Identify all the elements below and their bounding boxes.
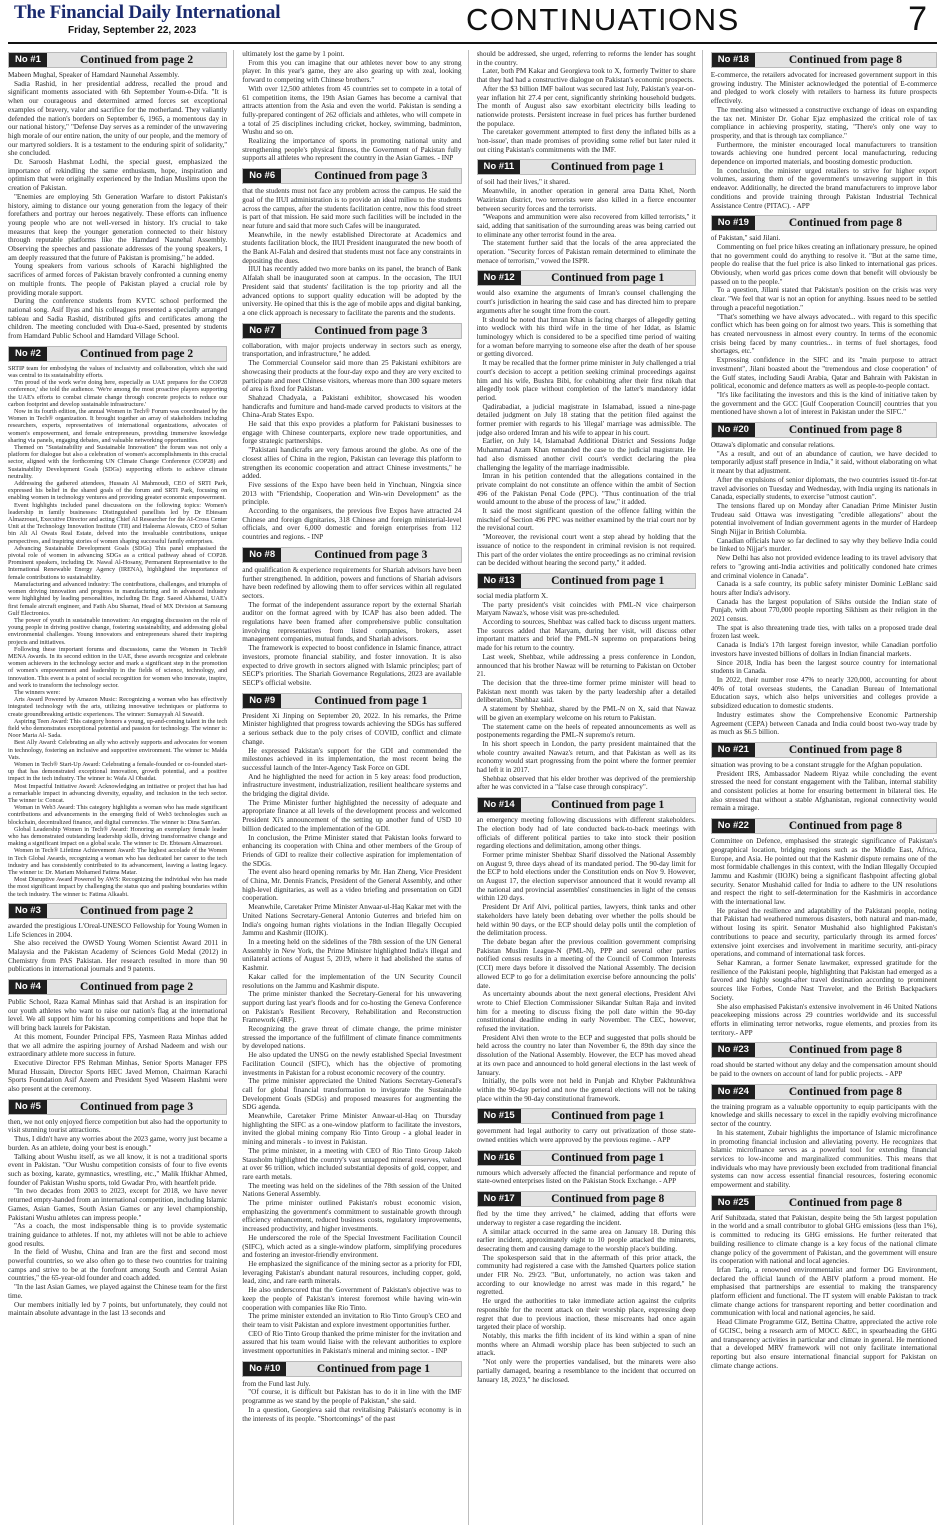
article-paragraph: Most Impactful Initiative Award: Acknowledging an initiative or project that has had a remarkable impact in advancing diversity, equality, and inclusion in the tech sector. The winner is: Concat. — [8, 782, 228, 804]
article-body — [477, 178, 696, 265]
article-paragraph: The framework is expected to boost confidence in Islamic finance, attract investors, promote financial stability, and foster innovation. It is also expected to drive growth in sectors aligned with Islamic principles; part of SECP's priorities. The Shariah Governance Regulations, 2023 are available SECP's official website. — [242, 644, 462, 687]
article-paragraph: Women in Tech® Start-Up Award: Celebrating a female-founded or co-founded start-up that has demonstrated exceptional innovation, growth potential, and a positive impact in the tech industry. The winner is: Wafa Al Obaidat. — [8, 760, 228, 783]
article-paragraph: Event highlights included panel discussions on the following topics: Women's leadership in family businesses: Distinguished panellists led by Dr Ebtesam Almazrouei, Executive Director and acting Chief AI Researcher for the AI-Cross Center Unit at the Technology Innovation Institute (TII) and Haleema Alowais, CEO of Sultan bin Ali Al Owais Real Estate, delved into the invaluable contributions, unique perspectives, and inspiring stories of women shaping successful family enterprises. — [8, 501, 228, 545]
article-paragraph: A statement by Shehbaz, shared by the PML-N on X, said that Nawaz will be given an exemplary welcome on his return to Pakistan. — [476, 705, 696, 722]
article-paragraph: He underscored the role of the Special Investment Facilitation Council (SIFC), which acted as a single-window platform, simplifying procedures and fostering an investor-friendly environment. — [242, 1233, 462, 1260]
article-paragraph: Themed on "Sustainability and Sustainable Innovation" the forum was not only a platform for dialogue but also a celebration of women's accomplishments in this crucial sector, aligned with the forthcoming UN Climate Change Conference (COP28) and Sustainability Development Goals (SDGs) supporting efforts to achieve climate neutrality. — [8, 444, 228, 480]
article-paragraph: of soil had their lives," it shared. — [476, 178, 571, 187]
article-paragraph: According to sources, Shehbaz was called back to discuss urgent matters. The sources added that Maryam, during her visit, will discuss other important matters and brief the PML-N supremo on preparations being made for his return to the country. — [476, 618, 696, 653]
article-paragraph: To a question, Jillani stated that Pakistan's position on the crisis was very clear. "We feel that war is not an option for anything. Issues need to be settled through a peaceful negotiation." — [710, 286, 937, 312]
article-header — [711, 742, 937, 758]
article-paragraph: from the Fund last July. — [242, 1379, 311, 1388]
article-paragraph: President Dr Arif Alvi, political parties, lawyers, think tanks and other stakeholders have lately been debating over whether the polls should be held within 90 days, or the ECP should delay polls until the completion of the delimitation process. — [476, 903, 696, 938]
article-paragraph: In his statement, Zubair highlights the importance of Islamic microfinance in promoting financial inclusion and alleviating poverty. He recognizes that Islamic microfinance serves as a powerful tool for extending financial services to low-income and marginalized communities. This means that individuals who may have previously been excluded from traditional financial systems can now access essential financial resources, fostering economic empowerment and stability. — [710, 1128, 937, 1190]
article-header — [477, 797, 696, 813]
article-paragraph: "In the last Asian Games, we played against the Chinese team for the first time. — [8, 1283, 228, 1300]
article-paragraph: Kakar called for the implementation of the UN Security Council resolutions on the Jammu and Kashmir dispute. — [242, 972, 462, 990]
article-header — [477, 1191, 696, 1207]
article-body — [711, 1214, 937, 1371]
article-paragraph: A similar attack occurred in the same area on January 18. During this earlier incident, approximately eight to 10 people attacked the minarets, desecrating them and causing damage to the worship place's building. — [476, 1227, 696, 1253]
article-paragraph: Arts Award Powered by Amazon Music: Recognizing a woman who has effectively integrated technology with the arts, utilizing innovative techniques or platforms to create groundbreaking artistic experiences. The winner: Sumayyah Al Suwaidi. — [8, 696, 228, 718]
article-paragraph: Irfan Tariq, a renowned environmentalist and former DG Environment, declared the official launch of the ABIV platform a proud moment. He emphasised that partnerships are essential to making the transparency platform efficient and functional. The IT system will enable Pakistan to track climate change actions for transparent reporting and better coordination and communication with local and national agencies, he said. — [710, 1265, 937, 1318]
continuation-article — [242, 323, 461, 542]
article-paragraph: The Prime Minister further highlighted the necessity of adequate and appropriate finance at all levels of the development process and welcomed President Xi's announcement of the setting up another fund of USD 10 billion dedicated to the implementation of the GDI. — [242, 798, 462, 833]
article-number-badge: No #13 — [478, 574, 521, 588]
article-paragraph: Young speakers from various schools of Karachi highlighted the sacrifices of armed forces of Pakistan bravely confronted a cunning enemy on multiple fronts. The people of Pakistan played a crucial role by providing morale support. — [8, 262, 228, 297]
continuation-article — [8, 1099, 227, 1318]
article-paragraph: social media platform X. — [476, 591, 548, 600]
article-paragraph: the training program as a valuable opportunity to equip participants with the knowledge and skills necessary to excel in the rapidly evolving microfinance sector of the country. — [710, 1102, 937, 1129]
article-header — [477, 573, 696, 589]
article-paragraph: Woman in Web3 Award: This category highlights a woman who has made significant contributions and advancements in the emerging field of Web3 technologies such as blockchain, decentralized finance, and digital currencies. The winner is: Dina Sam'an. — [8, 804, 228, 826]
article-header — [711, 818, 937, 834]
article-paragraph: awarded the prestigious L'Oreal-UNESCO Fellowship for Young Women in Life Sciences in 2004. — [8, 921, 228, 939]
article-number-badge: No #1 — [9, 53, 47, 67]
article-paragraph: Industry estimates show the Comprehensive Economic Partnership Agreement (CEPA) between Canada and India could boost two-way trade by as much as $6.5 billion. — [710, 710, 937, 737]
article-paragraph: Shehbaz observed that his elder brother was deprived of the premiership after he was convicted in a "false case through conspiracy". — [476, 774, 696, 792]
article-paragraph: Notably, this marks the fifth incident of its kind within a span of nine months where an Ahmadi worship place has been subjected to such an attack. — [476, 1332, 696, 1358]
article-paragraph: Global Leadership Women in Tech® Award: Honoring an exemplary female leader who has demonstrated outstanding leadership skills, driving transformative change and making a significant impact on a global scale. The winner is: Dr. Ebtesam Almazrouei. — [8, 825, 228, 848]
article-paragraph: After the $3 billion IMF bailout was secured last July, Pakistan's year-on-year inflation hit 27.4 per cent, significantly shrinking household budgets. The month of August also saw exorbitant electricity bills leading to nationwide protests. Persistent increase in fuel prices has further burdened the populace. — [476, 84, 696, 128]
article-paragraph: E-commerce, the retailers advocated for increased government support in this growing industry. The Minister acknowledged the potential of E-commerce and pledged to work closely with retailers to harness its future prospects effectively. — [710, 71, 937, 106]
article-paragraph: "As a result, and out of an abundance of caution, we have decided to temporarily adjust staff presence in India," it said, without elaborating on what it meant by that adjustment. — [710, 449, 937, 476]
continuation-article — [711, 52, 937, 210]
article-paragraph: The prime minister appreciated the United Nations Secretary-General's call for global financial transformation to invigorate the Sustainable Development Goals (SDGs) and proposed measures for augmenting the SDG agenda. — [242, 1077, 462, 1112]
article-body — [477, 289, 696, 568]
article-number-badge: No #12 — [478, 271, 521, 285]
article-paragraph: should be addressed, she urged, referring to reforms the lender has sought in the country. — [476, 50, 696, 67]
article-continuation-title: Continued from page 1 — [551, 799, 665, 812]
article-paragraph: Initially, the polls were not held in Punjab and Khyber Pakhtunkhwa within the 90-day period and now the general elections will not be taking place within the 90-day constitutional framework. — [476, 1077, 696, 1103]
continuation-article — [8, 979, 227, 1094]
article-continuation-title: Continued from page 8 — [788, 217, 903, 230]
article-paragraph: Women in Tech® Lifetime Achievement Award: The highest accolade of the Women in Tech Global Awards, recognizing a woman who has dedicated her career to the tech industry and has consistently contributed to its advancement, leaving a lasting legacy. The winner is: Dr. Mariam Mohamed Fatima Matar. — [8, 847, 228, 877]
article-paragraph: Addressing the gathered attendees, Hussain Al Mahmoudi, CEO of SRTI Park, expressed his belief in the shared goals of the forum and SRTI Park, focusing on enabling women in technology ventures and providing greater economic empowerment. — [8, 480, 228, 502]
article-continuation-title: Continued from page 3 — [79, 1100, 194, 1113]
issue-date: Friday, September 22, 2023 — [68, 25, 197, 36]
article-header — [8, 346, 227, 362]
columns-area — [8, 50, 937, 1525]
article-paragraph: In a question, Georgieva said that revitalising Pakistan's economy is in the interests of its people. "Shortcomings" of the past — [242, 1405, 462, 1423]
article-paragraph: Meanwhile, Caretaker Prime Minister Anwaar-ul-Haq on Thursday highlighting the SIFC as a one-window platform to facilitate the investors, invited the global mining company Rio Tinto Group - a global leader in mining and minerals - to invest in Pakistan. — [242, 1112, 462, 1147]
article-body — [242, 50, 461, 163]
article-number-badge: No #22 — [712, 819, 755, 833]
article-paragraph: Later, both PM Kakar and Georgieva took to X, formerly Twitter to share that they had had a constructive dialogue on Pakistan's economic prospects. — [476, 67, 696, 85]
article-paragraph: Qadirabadiat, a judicial magistrate in Islamabad, issued a nine-page detailed judgment on July 18 stating that the petition filed against the former premier with regards to his 'illegal' marriage was admissible. The judge also ordered Imran and his wife to appear in his court. — [476, 402, 696, 437]
article-paragraph: Manufacturing and advanced industry: The contributions, challenges, and triumphs of women driving innovation and progress in manufacturing and in advanced industry were highlighted by leading personalities, including Dr. Engr. Saeed Alshamsi, UAE's first female aircraft engineer, and Fatih Abu Shamat, Head of MX Division at Samsung Gulf Electronics. — [8, 580, 228, 617]
continuation-article — [477, 573, 696, 792]
article-paragraph: that the students must not face any problem across the campus. He said the goal of the IIUI administration is to provide an ideal milieu to the students across the campus, after the students facilitation centre, now this food street is part of that mission. He said more such facilities will be included in the near future and said that more such Cafes will be inaugurated. — [242, 187, 462, 230]
article-paragraph: The statement came on the heels of repeated announcements as well as postponements regarding the PML-N supremo's return. — [476, 722, 696, 740]
article-paragraph: He urged the authorities to take immediate action against the culprits responsible for the recent attack on their worship place, expressing deep regret that due to previous inaction, these miscreants had once again targeted their place of worship. — [476, 1297, 696, 1332]
article-paragraph: "It's like facilitating the investors and this is the kind of initiative taken by the government and the GCC [Gulf Cooperation Council] countries that you mentioned have shown a lot of interest in Pakistan under the SIFC." — [710, 390, 937, 417]
article-paragraph: "That's something we have always advocated... with regard to this specific conflict which has been going on for almost two years. This is something that has created nervousness in almost every country. In terms of the economic crisis being faced by many countries... in terms of fuel shortages, food shortages, etc." — [710, 312, 937, 356]
article-paragraph: then, we not only enjoyed fierce competition but also had the opportunity to visit stunning tourist attractions. — [8, 1117, 228, 1135]
continuation-article — [477, 1191, 696, 1384]
continuation-article — [711, 818, 937, 1037]
article-body — [711, 1103, 937, 1190]
article-paragraph: Now in its fourth edition, the annual Women in Tech® Forum was coordinated by the Women in Tech® organization. It brought together an array of stakeholders including researchers, experts, representatives of international organizations, advocates of women's empowerment, and female entrepreneurs, providing immersive knowledge sharing via panels, engaging debates, and valuable networking opportunities. — [8, 408, 228, 444]
article-body — [477, 50, 696, 154]
continuation-article — [242, 693, 461, 1356]
article-number-badge: No #3 — [9, 904, 47, 918]
article-continuation-title: Continued from page 3 — [314, 170, 428, 183]
continuation-article — [711, 215, 937, 417]
article-paragraph: Since 2018, India has been the largest source country for international students in Canada. — [710, 658, 937, 676]
article-number-badge: No #25 — [712, 1196, 755, 1210]
article-number-badge: No #19 — [712, 216, 755, 230]
article-body — [8, 998, 227, 1094]
article-paragraph: In the field of Wushu, China and Iran are the first and second most powerful countries, so we also often go to these two countries for training camps and strive to be at the forefront among South and Central Asian countries," the 65-year-old founder and coach added. — [8, 1248, 228, 1283]
page-number: 7 — [908, 0, 927, 38]
article-number-badge: No #16 — [478, 1151, 521, 1165]
article-paragraph: Talking about Wushu itself, as we all know, it is not a traditional sports event in Pakistan. "Our Wushu competition consists of four to five events such as boxing, karate, gymnastics, wrestling, etc.," Malik Iftikhar Ahmed, founder of Pakistan Wushu sports, told Gwadar Pro, with heartfelt pride. — [8, 1152, 228, 1187]
article-body — [242, 712, 461, 1356]
article-paragraph: Meanwhile, Caretaker Prime Minister Anwaar-ul-Haq Kakar met with the United Nations Secretary-General Antonio Guterres and briefed him on India's ongoing human rights violations in the Indian Illegally Occupied Jammu and Kashmir (IIOJK). — [242, 903, 462, 938]
article-paragraph: Meanwhile, in the newly established Directorate at Academics and students facilitation block, the IIUI President inaugurated the new booth of the Bank Al-Falah and desired that students must not face any constraints in depositing the dues. — [242, 230, 462, 265]
news-column-2 — [242, 50, 468, 1525]
article-paragraph: Dr. Saroosh Hashmat Lodhi, the special guest, emphasized the importance of rekindling the same enthusiasm, hope, inspiration and optimism that were originally experienced by the Indian Muslims upon the creation of Pakistan. — [8, 158, 228, 193]
article-body — [711, 837, 937, 1037]
article-continuation-title: Continued from page 1 — [551, 1110, 665, 1123]
article-paragraph: The party president's visit coincides with PML-N vice chairperson Maryam Nawaz's, whose visit was pre-scheduled. — [476, 600, 696, 618]
article-paragraph: fled by the time they arrived," he claimed, adding that efforts were underway to register a case regarding the incident. — [476, 1210, 696, 1227]
article-paragraph: "As a coach, the most indispensable thing is to provide systematic training guidance to athletes. If not, my athletes will not be able to achieve good results. — [8, 1222, 228, 1248]
article-body — [711, 761, 937, 813]
article-number-badge: No #5 — [9, 1100, 47, 1114]
continuation-article — [242, 547, 461, 688]
article-paragraph: The tensions flared up on Monday after Canadian Prime Minister Justin Trudeau said Ottawa was investigating "credible allegations" about the potential involvement of Indian government agents in the murder of Hardeep Singh Nijjar in British Columbia. — [710, 501, 937, 537]
continuation-article — [711, 422, 937, 737]
article-body — [8, 71, 227, 341]
article-number-badge: No #11 — [478, 160, 521, 174]
article-number-badge: No #4 — [9, 980, 47, 994]
article-header — [242, 547, 461, 563]
article-continuation-title: Continued from page 1 — [550, 161, 665, 174]
article-paragraph: The meeting also witnessed a constructive exchange of ideas on expanding the tax net. Minister Dr. Gohar Ejaz emphasized the critical role of tax compliance in achieving prosperity, stating, "There's only one way to prosperity, and that is through tax compliance." — [710, 105, 937, 140]
article-number-badge: No #7 — [243, 324, 281, 338]
article-paragraph: He also underscored that the Government of Pakistan's objective was to keep the people of Pakistan's interest foremost while having win-win cooperation with companies like Rio Tinto. — [242, 1286, 462, 1312]
continuation-article — [242, 50, 461, 163]
article-paragraph: In his short speech in London, the party president maintained that the whole country awaited Nawaz's return, and that Pakistan as well as its economy would start progressing from the point where the former premier had left it in 2017. — [476, 739, 696, 775]
article-paragraph: road should be started without any delay and the compensation amount should be paid to the owners on account of land for public projects. - APP — [710, 1061, 937, 1079]
article-paragraph: The decision that the three-time former prime minister will head to Pakistan next month was taken by the party leadership after a detailed deliberation, Shehbaz said. — [476, 679, 696, 705]
article-paragraph: He emphasized the significance of the mining sector as a priority for FDI, leveraging Pakistan's abundant natural resources, including copper, gold, lead, zinc, and rare earth minerals. — [242, 1260, 462, 1286]
article-paragraph: In conclusion, the Prime Minister stated that Pakistan looks forward to enhancing its cooperation with China and other members of the Group of Friends of GDI to realize their collective aspiration for implementation of the SDGs. — [242, 833, 462, 868]
article-body — [711, 234, 937, 417]
article-paragraph: The statement further said that the locals of the area appreciated the operation. "Security forces of Pakistan remain determined to eliminate the menace of terrorism," vowed the ISPR. — [476, 239, 696, 265]
article-paragraph: Former prime minister Shehbaz Sharif dissolved the National Assembly on August 9, three days ahead of its mandated period. The 90-day limit for the ECP to hold elections under the Constitution ends on Nov 9. However, on August 17, the election supervisor announced that it would revamp all the national and provincial assemblies' constituencies in light of the census within 120 days. — [476, 850, 696, 903]
article-body — [711, 441, 937, 737]
article-paragraph: Best Ally Award: Celebrating an ally who actively supports and advocates for women in technology, fostering an inclusive and supportive environment. The winner is: Malda Vats. — [8, 739, 228, 761]
article-paragraph: The caretaker government attempted to first deny the inflated bills as a 'non-issue', than made promises of providing some relief but later ruled it out citing Pakistan's commitments with the IMF. — [476, 128, 696, 154]
article-paragraph: an emergency meeting following discussions with different stakeholders. The election body had of late conducted back-to-back meetings with officials of different political parties to take into stock their position regarding elections and delimitation, among other things. — [476, 816, 696, 851]
article-header — [8, 979, 227, 995]
article-paragraph: Commenting on fuel price hikes creating an inflationary pressure, he opined that no government could do anything to resolve it. "But at the same time, people do realise that the fuel price is also linked to international gas prices. Obviously, when world gas prices come down that benefit will obviously be passed on to the people." — [710, 242, 937, 286]
article-body — [477, 1127, 696, 1144]
article-paragraph: Aspiring Teen Award: This category honors a young, up-and-coming talent in the tech field who demonstrates exceptional potential and passion for technology. The winner is: Noor Maria Al- Sada. — [8, 717, 228, 740]
article-paragraph: During the conference students from KVTC school performed the national song. Asif Ilyas and his colleagues presented a specially arranged tableau and Sadia Rashid, distributed gifts and certificates among the children. The meeting concluded with Dua-e-Saed, presented by students from Hamdard Public School and Hamdard Village School. — [8, 297, 228, 341]
article-number-badge: No #18 — [712, 53, 755, 67]
article-paragraph: He expressed Pakistan's support for the GDI and commended the milestones achieved in its implementation, the most recent being the successful launch of the Inter-Agency Task Force on GDI. — [242, 746, 462, 772]
article-paragraph: After the expulsions of senior diplomats, the two countries issued tit-for-tat travel advisories on Tuesday and Wednesday, with India urging its nationals in Canada, especially students, to exercise "utmost caution". — [710, 475, 937, 502]
article-paragraph: He praised the resilience and adaptability of the Pakistani people, noting that Pakistan had weathered numerous disasters, both natural and man-made, without losing its spirit. Senator Mushahid also highlighted Pakistan's contributions to peace and security, particularly through its armed forces' extensive joint exercises and involvement in maritime security, anti-piracy operations, and command of international task forces. — [710, 906, 937, 959]
continuation-article — [711, 1084, 937, 1190]
section-title: CONTINUATIONS — [466, 2, 740, 37]
article-paragraph: As uncertainty abounds about the next general elections, President Alvi wrote to Chief Election Commissioner Sikandar Sultan Raja and invited him for a meeting to discuss fixing the poll date within the 90-day constitutional deadline ending in early November. The CEC, however, refused the invitation. — [476, 990, 696, 1034]
article-paragraph: The format of the independent assurance report by the external Shariah auditor on the format agreed with by ICAP has also been added. The regulations have been framed after comprehensive public consultation involving representatives from listed companies, brokers, asset management companies, mutual funds, and Shariah advisors. — [242, 600, 462, 644]
article-paragraph: "Not only were the properties vandalised, but the minarets were also partially damaged, bearing a resemblance to the incident that occurred on January 18, 2023," he disclosed. — [476, 1358, 696, 1384]
article-number-badge: No #21 — [712, 743, 755, 757]
article-paragraph: 'I'm proud of the work we're doing here, especially as UAE prepares for the COP28 conference,' she told the audience. 'We're among the most proactive players supporting the UAE's efforts to combat climate change through concrete projects to reduce our carbon footprint and develop sustainable infrastructure.' — [8, 379, 228, 408]
article-header — [477, 159, 696, 175]
article-body — [477, 1210, 696, 1384]
article-body — [477, 816, 696, 1103]
article-header — [242, 323, 461, 339]
article-paragraph: In conclusion, the minister urged retailers to strive for higher export volumes, assuring them of the government's unwavering support in this endeavor. Additionally, he directed the brand manufacturers to improve labor conditions and provide training through Pakistan Industrial Technical Assistance Centre (PITAC). - APP — [710, 166, 937, 210]
article-header — [711, 52, 937, 68]
article-paragraph: of Pakistan," said Jilani. — [710, 234, 781, 243]
article-paragraph: The spat is also threatening trade ties, with talks on a proposed trade deal frozen last week. — [710, 623, 937, 641]
article-paragraph: Most Disruptive Award Powered by AWS: Recognizing the individual who has made the most significant impact by challenging the status quo and pushing boundaries within the tech industry. The winner is: Fatima Alkaabi. — [8, 876, 228, 898]
article-number-badge: No #10 — [243, 1362, 286, 1376]
news-column-4 — [711, 50, 937, 1525]
article-continuation-title: Continued from page 8 — [788, 1085, 903, 1098]
article-header — [242, 1361, 461, 1377]
article-number-badge: No #6 — [243, 169, 281, 183]
article-paragraph: Recognizing the grave threat of climate change, the prime minister stressed the importance of the fulfillment of climate finance commitments by developed nations. — [242, 1025, 462, 1051]
article-paragraph: Sehar Kamran, a former Senate lawmaker, expressed gratitude for the resilience of the Pakistani people, highlighting that Pakistan had emerged as a favored and highly sought-after travel destination according to prominent sources like Forbes, Conde Nast Traveler, and the British Backpackers Society. — [710, 958, 937, 1002]
article-continuation-title: Continued from page 8 — [788, 743, 903, 756]
article-paragraph: It may be recalled that the former prime minister in July challenged a trial court's decision to accept a petition seeking criminal proceedings against him and his wife, Bushra Bibi, for cohabiting after their first nikah that allegedly took place without completion of the latter's mandatory iddat period. — [476, 359, 696, 402]
article-paragraph: Canada is a safe country, its public safety minister Dominic LeBlanc said hours after India's advisory. — [710, 580, 937, 597]
article-continuation-title: Continued from page 2 — [79, 347, 194, 360]
article-paragraph: Expressing confidence in the SIFC and its "main purpose to attract investment", Jilani boasted about the "tremendous and close cooperation" of the Gulf states, including Saudi Arabia, Qatar and Bahrain with Pakistan in political, economic and defence matters as well as people-to-people contact. — [710, 356, 937, 391]
article-continuation-title: Continued from page 8 — [788, 820, 903, 833]
article-paragraph: Canada is India's 17th largest foreign investor, while Canadian portfolio investors have invested billions of dollars in Indian financial markets. — [710, 641, 937, 658]
article-number-badge: No #8 — [243, 548, 281, 562]
article-header — [711, 422, 937, 438]
article-paragraph: Last week, Shehbaz, while addressing a press conference in London, announced that his brother Nawaz will be returning to Pakistan on October 21. — [476, 652, 696, 679]
continuation-article — [477, 1150, 696, 1186]
article-number-badge: No #23 — [712, 1043, 755, 1057]
article-paragraph: CEO of Rio Tinto Group thanked the prime minister for the invitation and assured that his team would liaise with the relevant authorities to explore investment opportunities in Pakistan's mineral and mining sector. - INP — [242, 1329, 462, 1356]
article-paragraph: It should be noted that Imran Khan is facing charges of allegedly getting into wedlock with his third wife in the time of her Iddat, as Islamic luminologyy which is considered to be a specified time period of waiting for a woman before marrying to someone else after the death of her spouse or getting divorced. — [476, 315, 696, 359]
continuation-article — [477, 1108, 696, 1144]
article-header — [242, 168, 461, 184]
article-header — [477, 1150, 696, 1166]
article-header — [477, 1108, 696, 1124]
article-paragraph: Furthermore, the minister encouraged local manufacturers to transition towards achieving one hundred percent local manufacturing, reducing dependence on imported materials, and boosting domestic production. — [710, 140, 937, 167]
article-paragraph: "Enemies are employing 5th Generation Warfare to distort Pakistan's history, aiming to distance our young generation from the legacy of their forefathers and portray our heroes negatively. These efforts can influence young people who are not well-versed in history. It's crucial to take measures that keep the younger generation connected to their history through reputable platforms like the Hamdard Naunehal Assembly. Observing the speeches and passionate addresses of the young speakers, I am deeply reassured that the future of Pakistan is promising," he added. — [8, 192, 228, 262]
article-continuation-title: Continued from page 8 — [788, 1044, 903, 1057]
article-header — [711, 1195, 937, 1211]
continuation-article — [242, 1361, 461, 1424]
article-number-badge: No #9 — [243, 694, 281, 708]
masthead — [8, 0, 937, 44]
continuation-article — [711, 1042, 937, 1078]
article-continuation-title: Continued from page 1 — [551, 272, 665, 285]
article-paragraph: SRTIP team for embodying the values of inclusivity and collaboration, which she said was central to its sustainability efforts. — [8, 364, 228, 379]
article-paragraph: "In two decades from 2003 to 2023, except for 2018, we have never returned empty-handed from an international competition, including Islamic Games, Asian Games, South Asian Games or any level championship, Pakistani Wushu athletes can impress people." — [8, 1187, 228, 1222]
article-paragraph: Thus, I didn't have any worries about the 2023 game, worry just became a burden. As an athlete, doing your best is enough." — [8, 1135, 228, 1152]
article-number-badge: No #2 — [9, 347, 47, 361]
article-paragraph: Sadia Rashid, in her presidential address, recalled the proud and significant moments associated with 6th September Youm-e-Difa. "It is when our courageous and determined armed forces set exceptional examples of bravery, valor and sacrifice for the motherland. They valiantly defended the nation's borders on September 6, 1965, a momentous day in our national history," "Defense Day serves as a reminder of the unwavering high morale of our entire nation, the unity of our people, and the memory of our martyred soldiers. It is a testament to the enduring spirit of solidarity," she concluded. — [8, 79, 228, 158]
article-paragraph: and qualification & experience requirements for Shariah advisors have been further strengthened. In addition, powers and functions of Shariah advisors have been redefined by allowing them to offer services within all regulated sectors. — [242, 565, 462, 600]
continuation-article — [8, 903, 227, 974]
article-body — [242, 342, 461, 542]
article-continuation-title: Continued from page 2 — [79, 54, 194, 66]
article-paragraph: rumours which adversely affected the financial performance and repute of state-owned enterprises listed on the Pakistan Stock Exchange. - APP — [476, 1168, 696, 1186]
article-continuation-title: Continued from page 8 — [551, 1193, 665, 1206]
continuation-article — [477, 50, 696, 154]
article-paragraph: The meeting was held on the sidelines of the 78th session of the United Nations General Assembly. — [242, 1181, 462, 1199]
newspaper-brand: The Financial Daily International — [14, 2, 281, 23]
article-paragraph: Canada has the largest population of Sikhs outside the Indian state of Punjab, with about 770,000 people reporting Sikhism as their religion in the 2021 census. — [710, 597, 937, 624]
article-paragraph: Ottawa's diplomatic and consular relations. — [710, 441, 835, 450]
article-continuation-title: Continued from page 1 — [551, 1151, 665, 1164]
article-paragraph: The event also heard opening remarks by Mr. Han Zheng, Vice President of China, Mr. Dennis Francis, President of the General Assembly, and other high-level dignitaries, as well as a video briefing and presentation on GDI cooperation. — [242, 868, 462, 903]
article-header — [477, 270, 696, 286]
article-paragraph: government had legal authority to carry out privatization of those state-owned entities which were approved by the previous regime. - APP — [476, 1127, 696, 1145]
continuation-article — [477, 159, 696, 265]
article-paragraph: The prime minister extended an invitation to Rio Tinto Group's CEO and their team to visit Pakistan and explore investment opportunities further. — [242, 1312, 462, 1329]
article-paragraph: The Commercial Counselor said more than 25 Pakistani exhibitors are showcasing their products at the four-day expo and they are very excited to participate and meet Chinese visitors, whereas more than 300 square meters of area is fixed for Pakistan. — [242, 359, 462, 394]
article-continuation-title: Continued from page 8 — [788, 1196, 903, 1209]
article-paragraph: situation was proving to be a constant struggle for the Afghan population. — [710, 760, 923, 769]
article-paragraph: collaboration, with major projects underway in sectors such as energy, transportation, and infrastructure," he added. — [242, 341, 462, 359]
article-paragraph: Earlier, on July 14, Islamabad Additional District and Sessions Judge Muhammad Azam Khan remanded the case to the judicial magistrate. He had also dismissed another civil court's verdict declaring the plea challenging the legality of the marriage inadmissible. — [476, 437, 696, 472]
article-continuation-title: Continued from page 8 — [788, 424, 903, 437]
article-paragraph: He said that this expo provides a platform for Pakistani businesses to engage with Chinese counterparts, explore new trade opportunities, and forge strategic partnerships. — [242, 420, 462, 446]
article-header — [8, 903, 227, 919]
article-paragraph: IIUI has recently added two more banks on its panel, the branch of Bank Alfalah shall be inaugurated soon at campus. In the occasion, The IIUI President said that students' facilitation is the top priority and all the advanced options to support quality education will be adopted by the university. He opined that this is the age of mobile apps and digital banking, a one click approach is necessary to facilitate the parents and the students. — [242, 265, 462, 317]
article-paragraph: At this moment, Founder Principal FPS, Yasmeen Raza Minhas added that we all admire the aspiring journey of Arshad Nadeem and wish our extraordinary athlete more success in future. — [8, 1032, 228, 1059]
article-paragraph: President IRS, Ambassador Nadeem Riyaz while concluding the event stressed the need for constant engagement with the Taliban, internal stability and consistent policies at home for ensuring betterment in bilateral ties. He also stressed that without a stable Afghanistan, regional connectivity would remain a mirage. — [710, 769, 937, 813]
article-paragraph: "Pakistani handicrafts are very famous around the globe. As one of the closest allies of China in the region, Pakistan can leverage this platform to strengthen its economic cooperation and attract Chinese investments," he added. — [242, 446, 462, 481]
article-paragraph: Five sessions of the Expo have been held in Yinchuan, Ningxia since 2013 with "Friendship, Cooperation and Win-win Development" as the principle. — [242, 480, 462, 507]
article-body — [8, 1118, 227, 1318]
article-paragraph: Public School, Raza Kamal Minhas said that Arshad is an inspiration for our youth athletes who want to raise our nation's flag at the international level. We all support him for his upcoming competitions and hope that he will bring back laurels for Pakistan. — [8, 998, 228, 1033]
article-paragraph: President Xi Jinping on September 20, 2022. In his remarks, the Prime Minister highlighted that progress towards achieving the SDGs has suffered a serious setback due to the poly crises of COVID, conflict and climate change. — [242, 711, 462, 746]
article-paragraph: Arif Suhibzada, stated that Pakistan, despite being the 5th largest population in the world and a small contributor to global GHG emissions (less than 1%), is committed to reducing its GHG emissions. He further reiterated that building resilience to climate change is a key focus of the national climate change policy of the government of Pakistan, and the government will ensure its cooperation with national and local agencies. — [710, 1213, 937, 1266]
article-paragraph: "Moreover, the revisional court went a step ahead by holding that the issuance of notice to the respondent in criminal revision is not required. This part of the order violates the entire proceedings as no criminal revision can be decided without hearing the second party," it added. — [476, 533, 696, 568]
article-paragraph: She also emphasised Pakistan's extensive involvement in 46 United Nations peacekeeping missions across 29 countries worldwide and its successful efforts in eliminating terror networks, rogue elements, and proxies from its territory.- APP — [710, 1002, 937, 1037]
article-paragraph: Following these important forums and discussions, came the Women in Tech® MENA Awards. In its second edition in the UAE, these awards recognize and celebrate women achievers in the technology sector and mark a significant step in the promotion of women's empowerment and leadership in the fields of science, technology, and innovation. This event is a point of social recognition for women who innovate, inspire, and work to transform the technology sector. — [8, 645, 228, 689]
article-paragraph: Imran in his petition contended that the allegations contained in the private complaint do not constitute an offence within the ambit of Section 496 of the Pakistan Penal Code (PPC). "Thus continuation of the trial would amount to the abuse of the process of law," it added. — [476, 472, 696, 507]
article-header — [711, 1042, 937, 1058]
article-paragraph: Meanwhile, in another operation in general area Datta Khel, North Waziristan district, two terrorists were also killed in a fierce encounter between security forces and the terrorists. — [476, 187, 696, 213]
article-continuation-title: Continued from page 1 — [316, 1362, 431, 1375]
continuation-article — [711, 1195, 937, 1371]
article-header — [8, 52, 227, 68]
article-continuation-title: Continued from page 1 — [314, 694, 428, 707]
continuation-article — [711, 742, 937, 813]
article-paragraph: The spokesperson said that in the aftermath of this prior attack, the community had registered a case with the Jamshed Quarters police station under FIR No. 29/23. "But, unfortunately, no action was taken and according to our knowledge no arrest was made in this regard," he regretted. — [476, 1253, 696, 1297]
article-paragraph: Our members initially led by 7 points, but unfortunately, they could not maintain absolute advantage in the last 13 seconds and — [8, 1300, 228, 1318]
article-paragraph: Executive Director FPS Rehman Minhas, Senior Sports Manager FPS Murad Hussain, Director Sports HEC Javed Memon, Chairman Karachi Sports Foundation Asif Azeem and President Syed Waseem Hashmi were also present at the ceremony. — [8, 1058, 228, 1094]
article-paragraph: With over 12,500 athletes from 45 countries set to compete in a total of 61 competition items, the 19th Asian Games has become a carnival that attracts attention from the Asia and even the world. Pakistan is sending a fully-prepared contingent of 262 officials and athletes, who will compete in a total of 25 disciplines including cricket, hockey, swimming, badminton, Wushu and so on. — [242, 84, 462, 137]
article-continuation-title: Continued from page 8 — [788, 54, 903, 66]
article-number-badge: No #20 — [712, 423, 755, 437]
article-paragraph: In a meeting held on the sidelines of the 78th session of the UN General Assembly in New York, the Prime Minister highlighted India's illegal and unilateral actions of August 5, 2019, where it had abolished the status of Kashmir. — [242, 937, 462, 973]
article-paragraph: In 2022, their number rose 47% to nearly 320,000, accounting for about 40% of total overseas students, the Canadian Bureau of International Education says, which also helps universities and colleges provide a subsidized education to domestic students. — [710, 676, 937, 711]
article-body — [8, 365, 227, 898]
article-paragraph: The power of youth in sustainable innovation: An engaging discussion on the role of young people in driving positive change, fostering sustainability, and addressing global environmental challenges. Young innovators and entrepreneurs shared their inspiring projects and initiatives. — [8, 616, 228, 646]
article-paragraph: ultimately lost the game by 1 point. — [242, 50, 345, 58]
article-body — [242, 187, 461, 318]
article-paragraph: The prime minister outlined Pakistan's robust economic vision, emphasizing the government's commitment to sustainable growth through efficiency enhancement, reduced business costs, regulatory improvements, increased productivity, and higher investments. — [242, 1199, 462, 1234]
article-paragraph: President Alvi then wrote to the ECP and suggested that polls should be held across the country no later than November 6, the 89th day since the dissolution of the National Assembly. However, the ECP has moved ahead at its own pace and announced to hold general elections in the last week of January. — [476, 1033, 696, 1077]
article-paragraph: "Weapons and ammunition were also recovered from killed terrorists," it said, adding that sanitisation of the surrounding areas was being carried out to eliminate any other terrorist found in the area. — [476, 213, 696, 239]
article-header — [711, 1084, 937, 1100]
article-paragraph: Advancing Sustainable Development Goals (SDGs) This panel emphasised the pivotal role of women in advancing SDGs as a critical pathway ahead of COP28. Prominent speakers, including Dr. Nawal Al-Hosany, Permanent Representative to the International Renewable Energy Agency (IRENA), highlighted the importance of female contributions to sustainability. — [8, 544, 228, 581]
article-continuation-title: Continued from page 1 — [551, 574, 665, 587]
article-paragraph: She also received the OWSD Young Women Scientist Award 2011 in Malaysia and the Pakistan Academy of Sciences Gold Medal (2012) in Chemistry from PAS Pakistan. Her research resulted in more than 90 publications in international journals and 9 patents. — [8, 939, 228, 974]
article-header — [242, 693, 461, 709]
continuation-article — [477, 797, 696, 1103]
article-paragraph: Realizing the importance of sports in promoting national unity and strengthening people's physical fitness, the Government of Pakistan fully supports all athletes who represent the country in the Asian Games. - INP — [242, 137, 462, 163]
article-header — [8, 1099, 227, 1115]
article-paragraph: The winners were: — [14, 688, 61, 696]
article-number-badge: No #17 — [478, 1192, 521, 1206]
continuation-article — [8, 52, 227, 341]
news-column-3 — [477, 50, 703, 1525]
article-paragraph: From this you can imagine that our athletes never bow to any strong player. In this year's game, they are also gearing up with zeal, looking forward to competing with Chinese brothers." — [242, 58, 462, 85]
article-paragraph: He also updated the UNSG on the newly established Special Investment Facilitation Council (SIFC), which has the objective of promoting investments in Pakistan for a robust economic recovery of the country. — [242, 1051, 462, 1077]
news-column-1 — [8, 50, 234, 1525]
article-paragraph: And he highlighted the need for action in 5 key areas: food production, infrastructure investment, industrialization, resilient healthcare systems and the bridging the digital divide. — [242, 772, 462, 799]
article-paragraph: It said the most significant question of the offence falling within the mischief of Section 496 PPC was neither examined by the trial court nor by the revisional court. — [476, 507, 696, 533]
article-paragraph: Committee on Defence, emphasised the strategic significance of Pakistan's geographical location, bridging regions such as the Middle East, Africa, Europe, and Asia. He pointed out that the Kashmir dispute remains one of the most formidable challenges in this context, with the Indian Illegally Occupied Jammu and Kashmir (IIOJK) being a significant flashpoint affecting global security. Senator Mushahid called for India to adhere to the UN resolutions and respect the right to self-determination for the Kashmiris in accordance with the international law. — [710, 837, 937, 907]
article-body — [242, 566, 461, 688]
article-paragraph: The prime minister, in a meeting with CEO of Rio Tinto Group Jakob Stausholm highlighted the country's vast untapped mineral reserves, valued at over $6 trillion, which included substantial deposits of gold, copper, and rare earth metals. — [242, 1146, 462, 1181]
continuation-article — [8, 346, 227, 898]
article-paragraph: New Delhi has also not provided evidence leading to its travel advisory that refers to "growing anti-India activities and politically condoned hate crimes and criminal violence in Canada". — [710, 554, 937, 580]
article-continuation-title: Continued from page 3 — [314, 548, 428, 561]
article-paragraph: The debate began after the previous coalition government comprising Pakistan Muslim League-N (PML-N), PPP and several other parties notified census results in a meeting of the Council of Common Interests (CCI) mere days before it dissolved the National Assembly. The decision allowed ECP to go for a delimitation exercise before announcing the polls' date. — [476, 937, 696, 990]
article-body — [8, 922, 227, 974]
article-number-badge: No #14 — [478, 798, 521, 812]
article-body — [711, 71, 937, 210]
article-body — [477, 592, 696, 792]
article-paragraph: The prime minister thanked the Secretary-General for his unwavering support during last year's floods and for co-hosting the Geneva Conference on Pakistan's Resilient Recovery, Rehabilitation and Reconstruction Framework (4RF). — [242, 990, 462, 1025]
continuation-article — [477, 270, 696, 568]
article-paragraph: Mabeen Mughal, Speaker of Hamdard Naunehal Assembly. — [8, 71, 180, 79]
article-body — [242, 1380, 461, 1424]
article-header — [711, 215, 937, 231]
article-number-badge: No #24 — [712, 1085, 755, 1099]
article-continuation-title: Continued from page 2 — [79, 981, 194, 994]
article-paragraph: Shahzad Chadyala, a Pakistani exhibitor, showcased his wooden handicrafts and furniture and hand-made carved products to visitors at the China-Arab States Expo. — [242, 393, 462, 420]
article-number-badge: No #15 — [478, 1109, 521, 1123]
article-continuation-title: Continued from page 3 — [314, 324, 428, 337]
continuation-article — [242, 168, 461, 318]
article-body — [477, 1169, 696, 1186]
article-paragraph: would also examine the arguments of Imran's counsel challenging the court's jurisdiction in hearing the said case and has directed him to prepare arguments after he sought time from the court. — [476, 289, 696, 315]
article-body — [711, 1061, 937, 1078]
article-paragraph: According to the organisers, the previous five Expos have attracted 24 Chinese and foreign dignitaries, 318 Chinese and foreign ministerial-level officials, and over 6,000 domestic and foreign enterprises from 112 countries and regions. - INP — [242, 507, 462, 542]
article-paragraph: "Of course, it is difficult but Pakistan has to do it in line with the IMF programme as we stand by the people of Pakistan," she said. — [242, 1388, 462, 1406]
article-continuation-title: Continued from page 2 — [79, 904, 194, 917]
article-paragraph: Head Climate Programme GIZ, Bettina Chattre, appreciated the active role of GCISC, being a research arm of MOCC &EC, in spearheading the GHG and transparency activities in particular and climate in general. He mentioned that a developed MRV framework will not only facilitate international reporting but also ensure international financial support for Pakistan on climate change actions. — [710, 1318, 937, 1370]
article-paragraph: Canadian officials have so far declined to say why they believe India could be linked to Nijjar's murder. — [710, 536, 937, 554]
